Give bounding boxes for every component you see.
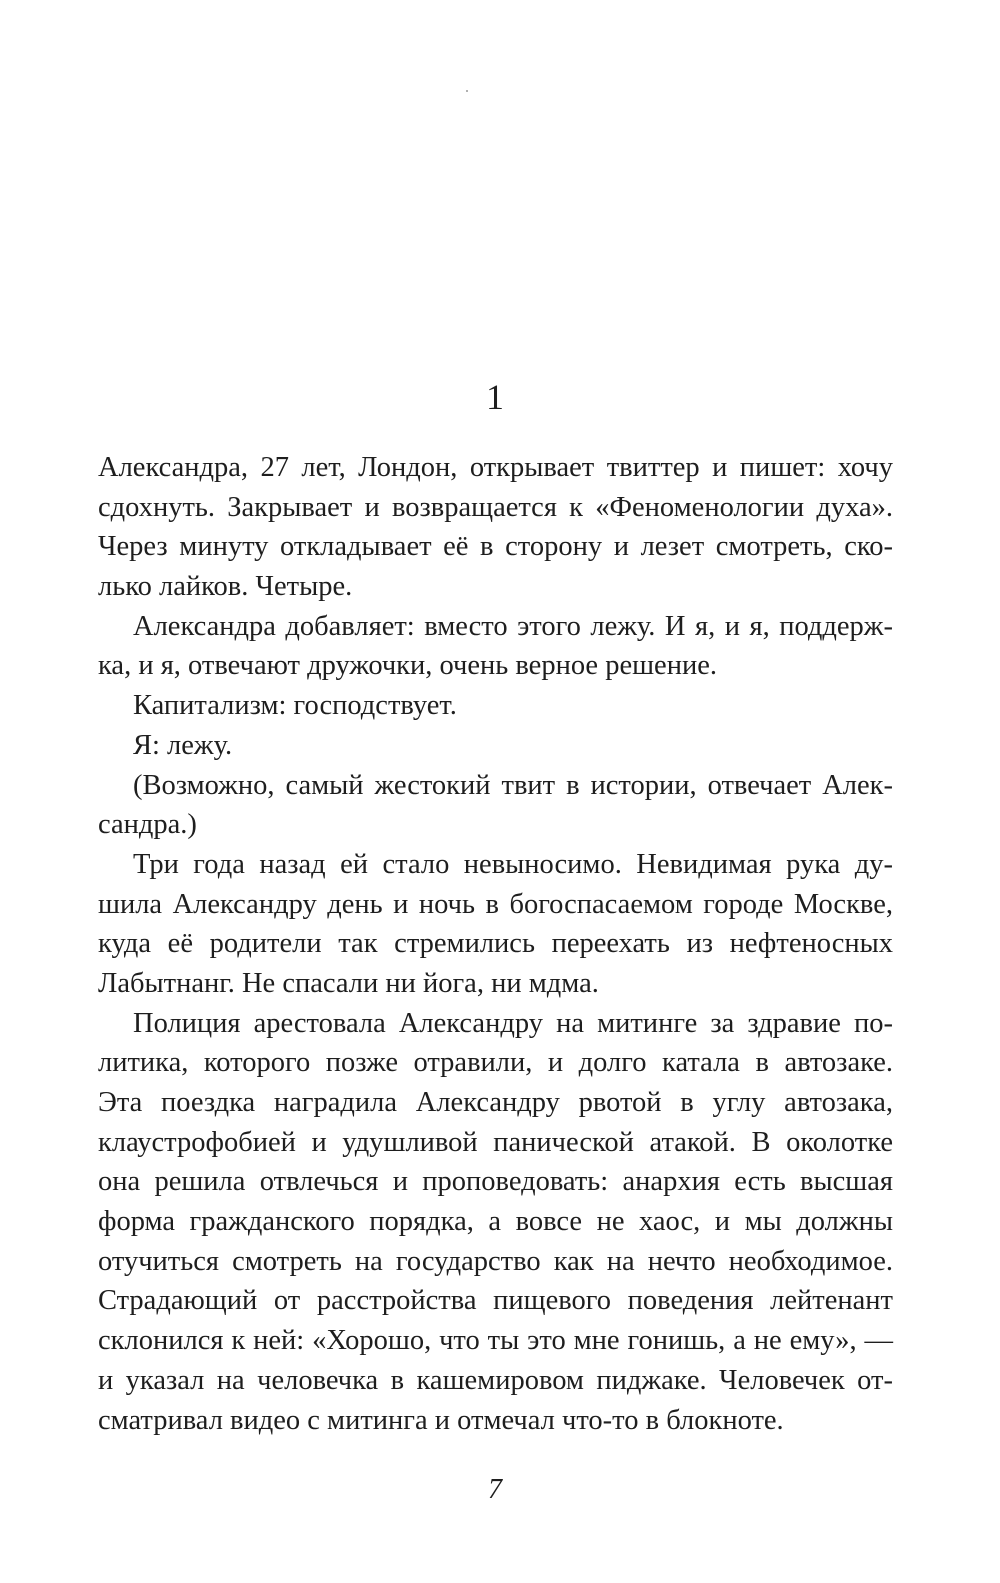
page-number: 7 [488,1474,502,1505]
text-line: склонился к ней: «Хорошо, что ты это мне гонишь, а не ему», — [98,1325,893,1357]
text-line: Лабытнанг. Не спасали ни йога, ни мдма. [98,967,599,999]
text-line: Три года назад ей стало невыносимо. Невидимая рука ду- [133,848,893,880]
text-line: ка, и я, отвечают дружочки, очень верное решение. [98,650,717,682]
text-line: Капитализм: господствует. [133,690,457,722]
text-line: Я: лежу. [133,729,233,761]
text-line: отучиться смотреть на государство как на нечто необходимое. [98,1245,893,1277]
paragraph [98,686,893,726]
chapter-number: 1 [486,377,504,417]
text-line: сматривал видео с митинга и отмечал что-то в блокноте. [98,1404,784,1436]
text-line: куда её родители так стремились переехать из нефтеносных [98,928,893,960]
text-line: Через минуту откладывает её в сторону и лезет смотреть, ско- [98,531,893,563]
text-line: форма гражданского порядка, а вовсе не хаос, и мы должны [98,1206,893,1238]
paragraph [98,726,893,766]
paragraph [98,448,893,607]
text-line: клаустрофобией и удушливой панической атакой. В околотке [98,1126,893,1158]
text-line: лько лайков. Четыре. [98,571,353,603]
body-text [98,448,893,1440]
text-line: Александра добавляет: вместо этого лежу. И я, и я, поддерж- [133,610,893,642]
paragraph [98,1004,893,1441]
text-line: и указал на человечка в кашемировом пиджаке. Человечек от- [98,1364,893,1396]
text-line: сдохнуть. Закрывает и возвращается к «Феноменологии духа». [98,491,893,523]
text-line: она решила отвлечься и проповедовать: анархия есть высшая [98,1166,893,1198]
text-line: Александра, 27 лет, Лондон, открывает твиттер и пишет: хочу [98,452,893,483]
text-line: Страдающий от расстройства пищевого поведения лейтенант [98,1285,893,1317]
text-line: сандра.) [98,809,197,841]
paragraph [98,766,893,845]
text-line: шила Александру день и ночь в богоспасаемом городе Москве, [98,888,893,920]
text-line: Полиция арестовала Александру на митинге за здравие по- [133,1007,893,1039]
scan-speck [466,90,468,92]
text-line: Эта поездка наградила Александру рвотой в углу автозака, [98,1087,893,1118]
text-line: (Возможно, самый жестокий твит в истории, отвечает Алек- [133,769,893,801]
paragraph [98,845,893,1004]
paragraph [98,607,893,686]
text-line: литика, которого позже отравили, и долго катала в автозаке. [98,1047,893,1079]
